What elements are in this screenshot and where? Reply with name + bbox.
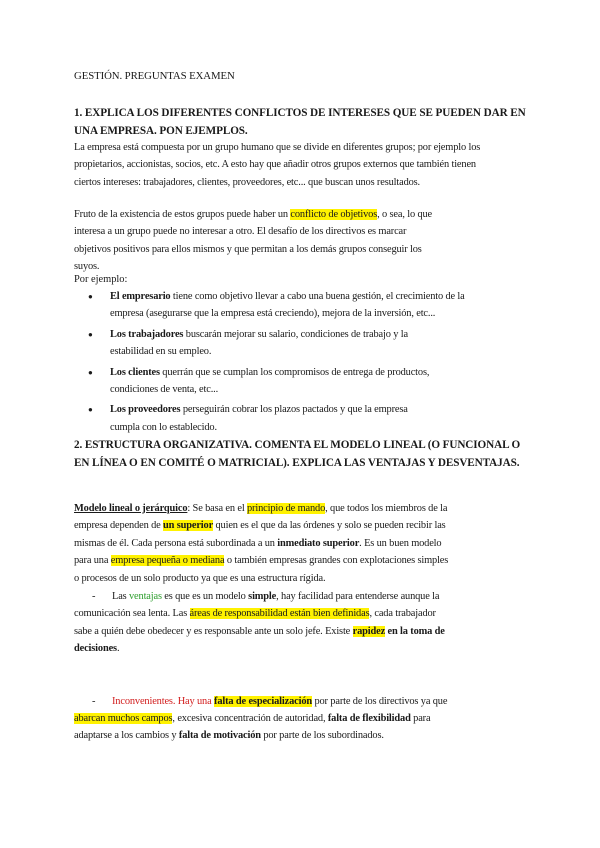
examples-intro: Por ejemplo:	[74, 274, 128, 285]
bullet-bold: Los proveedores	[110, 404, 181, 416]
bullet-bold: El empresario	[110, 291, 171, 302]
highlight-conflict: conflicto de objetivos	[290, 209, 378, 220]
text-run: Las	[112, 591, 130, 602]
question-2-heading: 2. ESTRUCTURA ORGANIZATIVA. COMENTA EL MODELO LINEAL (O FUNCIONAL O EN LÍNEA O EN COMITÉ O MATRICIAL). EXPLICA LAS VENTAJAS Y DESVENTAJAS.	[74, 439, 521, 469]
list-item	[74, 364, 440, 399]
text-run: . Es un buen modelo para una	[74, 537, 442, 567]
bullet-text: perseguirán cobrar los plazos pactados y que la empresa cumpla con lo establecido.	[110, 404, 408, 433]
disadvantages-paragraph	[74, 693, 466, 745]
text-run: , cada trabajador sabe a quién debe obedecer y es responsable ante un solo jefe. Existe	[74, 608, 436, 637]
text-run: es que es un modelo	[161, 591, 249, 602]
highlight-superior: un superior	[163, 520, 214, 532]
advantages-label: ventajas	[129, 591, 162, 602]
highlight-specialization: falta de especialización	[214, 695, 313, 707]
question-1-paragraph-1: La empresa está compuesta por un grupo humano que se divide en diferentes grupos; por ejemplo los propietarios, accionistas, socios, etc. A esto hay que añadir otros grupos externos que también tienen ciertos intereses: trabajadores, clientes, proveedores, etc... que buscan unos resultados.	[74, 142, 481, 188]
bullet-bold: Los trabajadores	[110, 328, 184, 340]
bold-run: inmediato superior	[277, 537, 360, 549]
text-run: quien es el que da las órdenes y solo se pueden recibir las mismas de él. Cada persona está subordinada a un	[74, 520, 446, 549]
bullet-bold: Los clientes	[110, 366, 160, 378]
examples-list	[74, 288, 514, 439]
text-run: , excesiva concentración de autoridad,	[172, 713, 328, 725]
highlight-fields: abarcan muchos campos	[74, 713, 173, 725]
bullet-text: tiene como objetivo llevar a cabo una buena gestión, el crecimiento de la empresa (asegurarse que la empresa está creciendo), mejora de la inversión, etc...	[110, 291, 465, 320]
text-run: . Hay una	[172, 695, 215, 707]
highlight-principle: principio de mando	[247, 503, 326, 514]
list-item	[74, 401, 420, 436]
bullet-text: buscarán mejorar su salario, condiciones de trabajo y la estabilidad en su empleo.	[110, 328, 408, 358]
question-1-heading: 1. EXPLICA LOS DIFERENTES CONFLICTOS DE INTERESES QUE SE PUEDEN DAR EN UNA EMPRESA. PON EJEMPLOS.	[74, 107, 526, 137]
text-run: : Se basa en el	[187, 503, 248, 514]
text-run: Fruto de la existencia de estos grupos puede haber un	[74, 209, 291, 220]
advantages-paragraph	[74, 588, 450, 658]
document-title: GESTIÓN. PREGUNTAS EXAMEN	[74, 70, 235, 82]
dash-marker: -	[92, 591, 96, 602]
text-run: por parte de los subordinados.	[260, 730, 384, 742]
highlight-speed: rapidez	[352, 625, 386, 637]
highlight-company-size: empresa pequeña o mediana	[110, 555, 225, 567]
text-run: , o sea, lo que interesa a un grupo puede no interesar a otro. El desafío de los directivos es marcar objetivos positivos para ellos mismos y que permitan a los demás grupos conseguir los suyos.	[74, 209, 433, 273]
disadvantages-label: Inconvenientes	[112, 695, 173, 707]
bold-run: falta de flexibilidad	[327, 713, 411, 725]
bold-run: en la toma de decisiones	[74, 625, 445, 655]
text-run: .	[116, 643, 120, 655]
bold-run: simple	[248, 591, 277, 602]
bold-run: falta de motivación	[178, 730, 261, 742]
bullet-text: querrán que se cumplan los compromisos de entrega de productos, condiciones de venta, etc...	[110, 366, 430, 396]
highlight-responsibility: áreas de responsabilidad están bien definidas	[189, 608, 370, 620]
text-run: por parte de los directivos ya que	[312, 695, 448, 707]
text-run: para adaptarse a los cambios y	[74, 713, 431, 742]
text-run: , que todos los miembros de la empresa dependen de	[74, 503, 448, 532]
list-item	[74, 326, 420, 361]
dash-marker: -	[92, 695, 96, 707]
list-item	[74, 288, 482, 323]
text-run: o también empresas grandes con explotaciones simples o procesos de un solo producto ya que es una estructura rígida.	[74, 555, 449, 584]
text-run: , hay facilidad para entenderse aunque la comunicación sea lenta. Las	[74, 591, 440, 620]
question-1-paragraph-2	[74, 206, 442, 276]
model-title: Modelo lineal o jerárquico	[74, 503, 188, 514]
model-paragraph	[74, 500, 450, 587]
